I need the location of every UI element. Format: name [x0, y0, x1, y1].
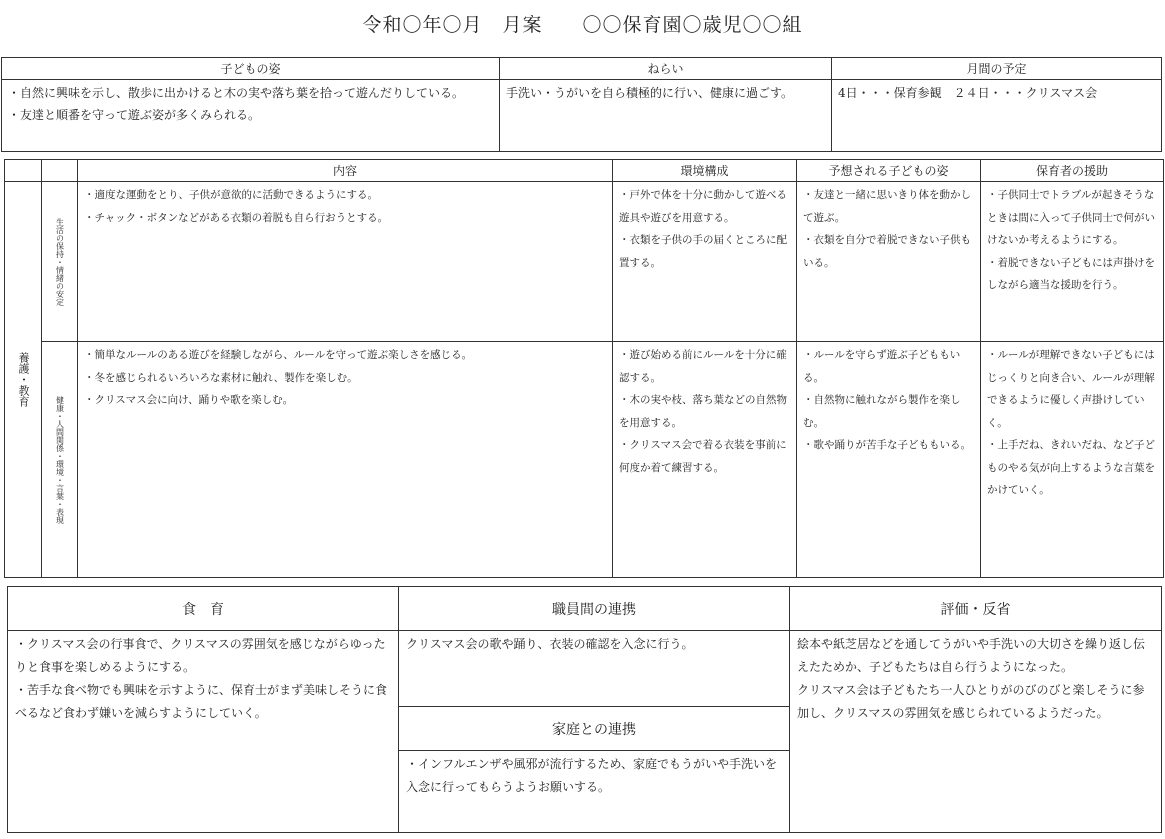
expected-line: ・衣類を自分で着脱できない子供もいる。: [803, 234, 971, 269]
schedule-header: 月間の予定: [832, 58, 1162, 80]
food-header: 食 育: [8, 587, 399, 631]
schedule-cell: 4日・・・保育参観 ２４日・・・クリスマス会: [832, 80, 1162, 152]
expected-line: ・歌や踊りが苦手な子どももいる。: [803, 439, 971, 451]
staff-cell: クリスマス会の歌や踊り、衣装の確認を入念に行う。: [399, 631, 790, 707]
support-line: ・上手だね、きれいだね、など子どものやる気が向上するような言葉をかけていく。: [987, 439, 1155, 496]
expected-header: 予想される子どもの姿: [797, 160, 981, 182]
food-cell: [8, 631, 399, 833]
content-header: 内容: [78, 160, 613, 182]
expected-cell: [797, 342, 981, 578]
evaluation-cell: [790, 631, 1162, 833]
support-header: 保育者の援助: [981, 160, 1164, 182]
support-cell: [981, 182, 1164, 342]
summary-table: [1, 57, 1162, 152]
corner-cell: [42, 160, 78, 182]
content-cell: [78, 342, 613, 578]
environment-line: ・遊び始める前にルールを十分に確認する。: [619, 349, 787, 384]
row-label: 健康・人間関係・環境・言葉・表現: [55, 395, 65, 524]
support-line: ・着脱できない子どもには声掛けをしながら適当な援助を行う。: [987, 256, 1155, 291]
environment-line: ・木の実や枝、落ち葉などの自然物を用意する。: [619, 394, 787, 429]
corner-cell: [5, 160, 42, 182]
expected-line: ・友達と一緒に思いきり体を動かして遊ぶ。: [803, 189, 971, 224]
expected-line: ・自然物に触れながら製作を楽しむ。: [803, 394, 961, 429]
support-line: ・子供同士でトラブルが起きそうなときは間に入って子供同士で何がいけないか考えるようにする。: [987, 189, 1155, 246]
environment-line: ・衣類を子供の手の届くところに配置する。: [619, 234, 787, 269]
support-cell: [981, 342, 1164, 578]
aim-cell: 手洗い・うがいを自ら積極的に行い、健康に過ごす。: [500, 80, 832, 152]
family-cell: ・インフルエンザや風邪が流行するため、家庭でもうがいや手洗いを入念に行ってもらうようお願いする。: [399, 751, 790, 833]
content-line: ・簡単なルールのある遊びを経験しながら、ルールを守って遊ぶ楽しさを感じる。: [84, 349, 473, 361]
environment-header: 環境構成: [613, 160, 797, 182]
evaluation-line: クリスマス会は子どもたち一人ひとりがのびのびと楽しそうに参加し、クリスマスの雰囲気を感じられているようだった。: [797, 683, 1145, 720]
content-cell: [78, 182, 613, 342]
child-state-line: ・友達と順番を守って遊ぶ姿が多くみられる。: [8, 108, 261, 122]
row-label: 生活の保持・情緒の安定: [55, 217, 65, 306]
support-line: ・ルールが理解できない子どもにはじっくりと向き合い、ルールが理解できるように優しく声掛けしていく。: [987, 349, 1155, 429]
content-line: ・チャック・ボタンなどがある衣類の着脱も自ら行おうとする。: [84, 211, 389, 224]
content-line: ・クリスマス会に向け、踊りや歌を楽しむ。: [84, 394, 294, 406]
food-line: ・クリスマス会の行事食で、クリスマスの雰囲気を感じながらゆったりと食事を楽しめるようにする。: [15, 637, 386, 674]
page-title: 令和〇年〇月 月案 〇〇保育園〇歳児〇〇組: [362, 14, 803, 36]
environment-line: ・クリスマス会で着る衣装を事前に何度か着て練習する。: [619, 439, 787, 474]
child-state-header: 子どもの姿: [2, 58, 500, 80]
bottom-table: [7, 586, 1162, 833]
child-state-line: ・自然に興味を示し、散歩に出かけると木の実や落ち葉を拾って遊んだりしている。: [8, 86, 465, 100]
child-state-cell: [2, 80, 500, 152]
environment-cell: [613, 342, 797, 578]
content-line: ・適度な運動をとり、子供が意欲的に活動できるようにする。: [84, 189, 378, 201]
side-label-cell: [5, 182, 42, 578]
evaluation-line: 絵本や紙芝居などを通してうがいや手洗いの大切さを繰り返し伝えたためか、子どもたちは自ら行うようになった。: [797, 637, 1146, 674]
environment-line: ・戸外で体を十分に動かして遊べる遊具や遊びを用意する。: [619, 189, 787, 224]
food-line: ・苦手な食べ物でも興味を示すように、保育士がまず美味しそうに食べるなど食わず嫌いを減らすようにしていく。: [15, 683, 388, 720]
row-label-cell: [42, 182, 78, 342]
expected-line: ・ルールを守らず遊ぶ子どももいる。: [803, 349, 961, 384]
expected-cell: [797, 182, 981, 342]
staff-header: 職員間の連携: [399, 587, 790, 631]
side-label: 養護・教育: [17, 352, 30, 407]
environment-cell: [613, 182, 797, 342]
content-line: ・冬を感じられるいろいろな素材に触れ、製作を楽しむ。: [84, 371, 358, 384]
aim-header: ねらい: [500, 58, 832, 80]
plan-table: [4, 159, 1164, 578]
row-label-cell: [42, 342, 78, 578]
family-header: 家庭との連携: [399, 707, 790, 751]
evaluation-header: 評価・反省: [790, 587, 1162, 631]
